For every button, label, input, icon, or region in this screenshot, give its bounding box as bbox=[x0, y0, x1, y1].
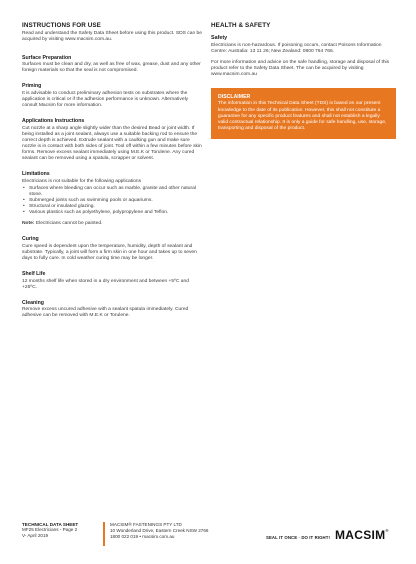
footer-doc-title: TECHNICAL DATA SHEET bbox=[22, 522, 79, 527]
footer-company: MACSIM® FASTENINGS PTY LTD bbox=[110, 522, 182, 527]
curing-text: Cure speed is dependent upon the temperature, humidity, depth of sealant and substrate. Typically, a joint will form a firm skin in one hour and takes up to seven days to fully cure. In cold weather curing time may be longer. bbox=[22, 243, 197, 262]
shelf-life-title: Shelf Life bbox=[22, 271, 46, 278]
footer-contact: 1800 022 019 • macsim.com.au bbox=[110, 534, 175, 539]
footer-slogan: SEAL IT ONCE · DO IT RIGHT! bbox=[266, 535, 330, 540]
curing-title: Curing bbox=[22, 236, 39, 243]
left-column bbox=[22, 22, 202, 320]
note-label: Note: bbox=[22, 221, 35, 227]
list-item: • Submerged joints such as swimming pools or aquariums. bbox=[22, 198, 202, 204]
macsim-logo bbox=[335, 528, 389, 542]
footer-doc-page: MF25 Electricians - Page 2 bbox=[22, 527, 78, 532]
page-footer bbox=[0, 522, 416, 552]
limitations-note bbox=[22, 221, 202, 227]
safety-title: Safety bbox=[211, 35, 228, 41]
priming-text: It is advisable to conduct preliminary adhesion tests on substrates where the application is critical or if the adhesion performance is unknown. Alternatively consult Macsim for more information. bbox=[22, 90, 189, 109]
applications-title: Applications Instructions bbox=[22, 118, 85, 125]
footer-doc-version: V- April 2019 bbox=[22, 533, 49, 538]
disclaimer-box bbox=[211, 88, 396, 139]
list-item: • Structural or insulated glazing. bbox=[22, 204, 202, 210]
list-item: • Various plastics such as polyethylene, polypropylene and Teflon. bbox=[22, 210, 202, 216]
safety-text-1: Electricians is non-hazardous. If poisoning occurs, contact Poisons Information Centre: Australia: 13 11 26; New Zealand: 0800 764 766. bbox=[211, 42, 382, 54]
footer-doc-info bbox=[22, 522, 112, 539]
footer-company-info bbox=[110, 522, 250, 540]
cleaning-text: Remove excess uncured adhesive with a sealant spatula immediately. Cured adhesive can be removed with M.E.K or Torulene. bbox=[22, 307, 189, 319]
cleaning-title: Cleaning bbox=[22, 299, 44, 306]
priming-title: Priming bbox=[22, 83, 42, 90]
footer-divider bbox=[103, 522, 105, 546]
disclaimer-title: DISCLAIMER bbox=[218, 93, 251, 100]
shelf-life-text: 12 months shelf life when stored in a dry environment and between +5ºC and +25ºC. bbox=[22, 278, 189, 290]
health-safety-title: HEALTH & SAFETY bbox=[211, 22, 271, 29]
list-item: • Surfaces where bleeding can occur such as marble, granite and other natural stone. bbox=[22, 186, 202, 198]
disclaimer-text: The information in this Technical Data Sheet (TDS) is based on our present knowledge to the date of its publication. However, this shall not constitute a guarantee for any specific product features and shall not establish a legally valid contractual relationship. It is only a guide for safe handling, use, storage, transporting and disposal of the product. bbox=[218, 101, 387, 131]
note-text: Electricians cannot be painted. bbox=[34, 221, 103, 227]
safety-text-2: For more information and advice on the safe handling, storage and disposal of this product refer to the Safety Data Sheet. The can be acquired by visiting www.macsim.com.au bbox=[211, 59, 390, 77]
surface-prep-title: Surface Preparation bbox=[22, 54, 72, 61]
applications-text: Cut nozzle at a sharp angle slightly wider than the desired Bead or joint width. If being installed as a joint sealant, always use a suitable backing rod to ensure the correct depth is achieved. Extrude sealant with a caulking gun and make sure nozzle is in contact with both sides of joint. Tool off within a few minutes before skin forms. Remove excess sealant immediately using M.E.K or Torulene. Any cured sealant can be removed using a spatula, scrapper or solvent. bbox=[22, 125, 202, 162]
logo-registered-mark: ® bbox=[385, 528, 389, 533]
instructions-intro: Read and understand the Safety Data Sheet before using this product. SDS can be acquired by visiting www.macsim.com.au. bbox=[22, 30, 202, 42]
instructions-title: INSTRUCTIONS FOR USE bbox=[22, 22, 101, 29]
limitations-intro: Electricians is not suitable for the following applications bbox=[22, 178, 142, 184]
right-column bbox=[211, 22, 396, 139]
logo-text: MACSIM bbox=[335, 528, 386, 542]
limitations-list bbox=[22, 186, 202, 216]
surface-prep-text: Surfaces must be clean and dry, as well as free of wax, grease, dust and any other foreign materials so that the seal is not compromised. bbox=[22, 62, 201, 74]
footer-address: 10 Wonderland Drive, Eastern Creek NSW 2766 bbox=[110, 528, 209, 533]
limitations-title: Limitations bbox=[22, 171, 50, 178]
